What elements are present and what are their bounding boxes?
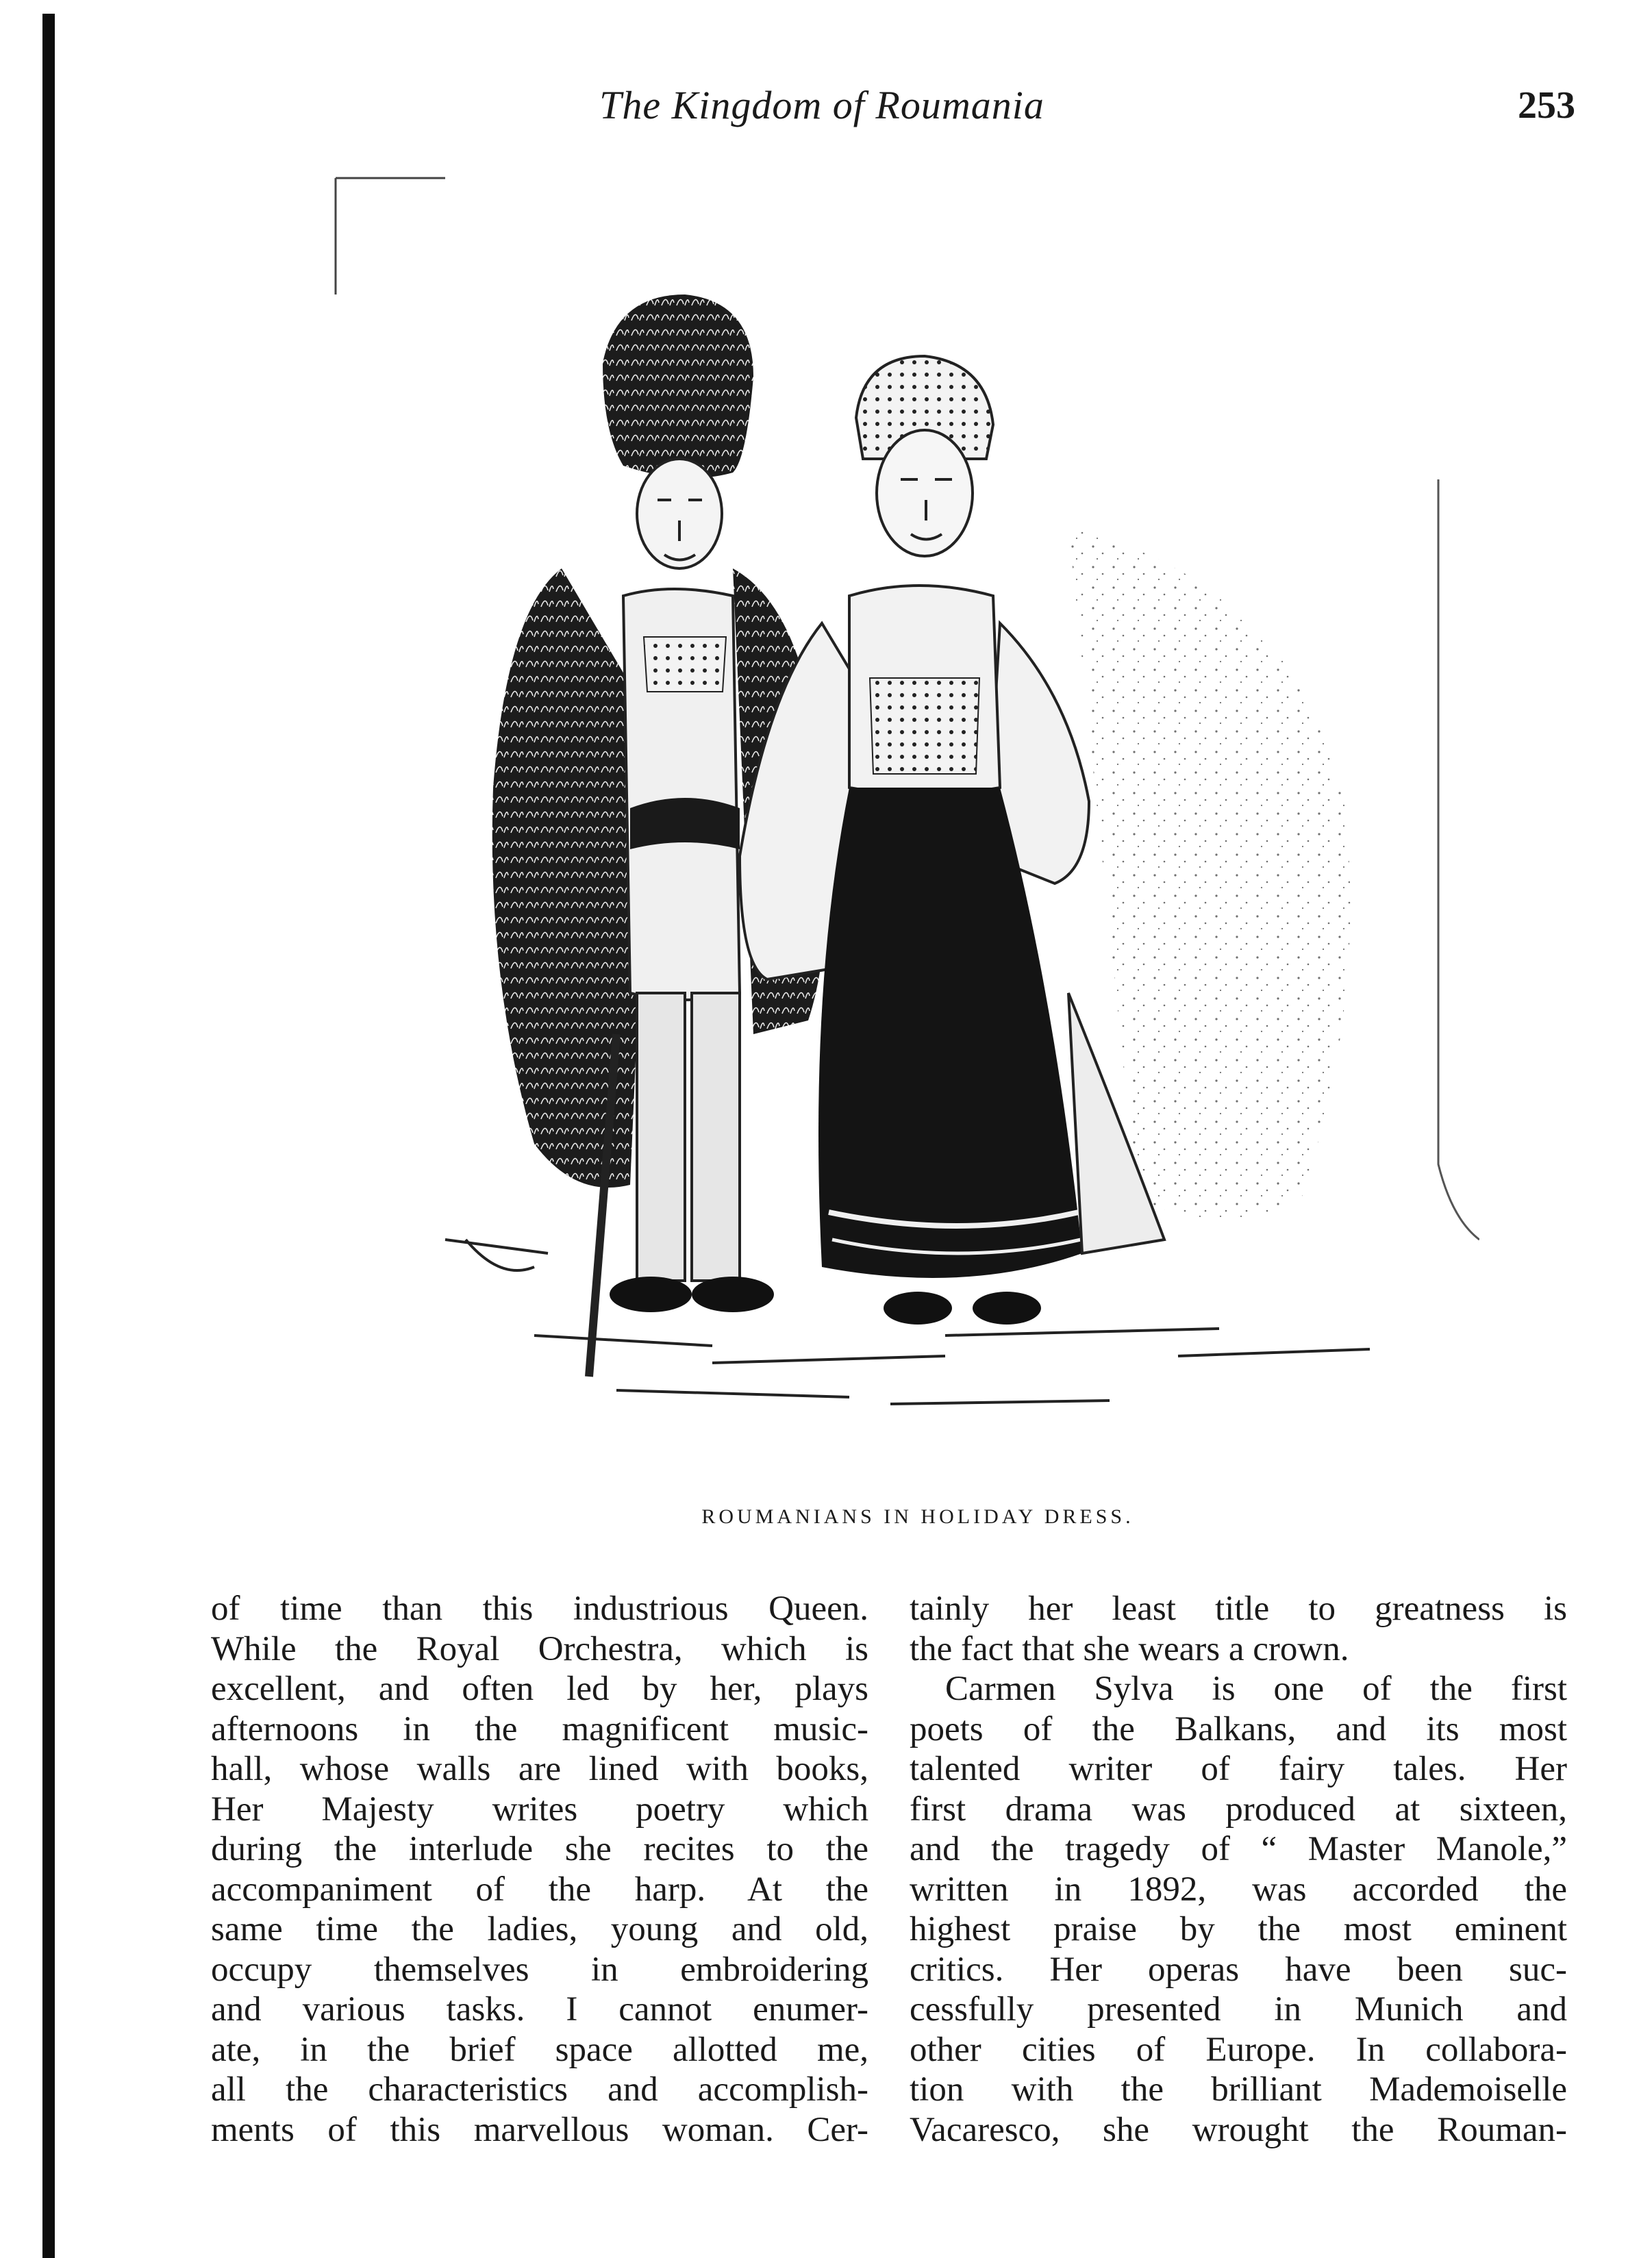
figure-caption: ROUMANIANS IN HOLIDAY DRESS. (701, 1505, 1134, 1528)
text-line: during the interlude she recites to the (211, 1830, 868, 1868)
text-line: ments of this marvellous woman. Cer- (211, 2110, 868, 2149)
text-line: While the Royal Orchestra, which is (211, 1629, 868, 1668)
text-line: highest praise by the most eminent (910, 1910, 1567, 1948)
text-line: same time the ladies, young and old, (211, 1910, 868, 1948)
text-line: excellent, and often led by her, plays (211, 1670, 868, 1708)
text-line: talented writer of fairy tales. Her (910, 1750, 1567, 1788)
text-line: cessfully presented in Munich and (910, 1990, 1567, 2029)
illustration-roumanian-couple (329, 171, 1479, 1514)
text-line: the fact that she wears a crown. (910, 1629, 1349, 1668)
text-line: Vacaresco, she wrought the Rouman- (910, 2110, 1567, 2149)
text-line: hall, whose walls are lined with books, (211, 1750, 868, 1788)
text-line: all the characteristics and accomplish- (211, 2070, 868, 2109)
text-line: of time than this industrious Queen. (211, 1590, 868, 1628)
text-column-left (211, 1589, 868, 2150)
page-binding-edge (42, 14, 55, 2258)
text-line: poets of the Balkans, and its most (910, 1709, 1567, 1748)
text-line: Carmen Sylva is one of the first (945, 1670, 1567, 1708)
text-line: tainly her least title to greatness is (910, 1590, 1567, 1628)
text-line: Her Majesty writes poetry which (211, 1790, 868, 1829)
text-line: critics. Her operas have been suc- (910, 1950, 1567, 1989)
text-line: ate, in the brief space allotted me, (211, 2030, 868, 2069)
running-title: The Kingdom of Roumania (599, 83, 1044, 127)
text-line: first drama was produced at sixteen, (910, 1790, 1567, 1829)
text-line: and the tragedy of “ Master Manole,” (910, 1830, 1567, 1868)
text-line: written in 1892, was accorded the (910, 1870, 1567, 1909)
text-line: and various tasks. I cannot enumer- (211, 1990, 868, 2029)
text-line: afternoons in the magnificent music- (211, 1709, 868, 1748)
text-column-right (910, 1589, 1567, 2150)
page-number: 253 (1518, 84, 1575, 127)
text-line: occupy themselves in embroidering (211, 1950, 868, 1989)
text-line: accompaniment of the harp. At the (211, 1870, 868, 1909)
text-line: tion with the brilliant Mademoiselle (910, 2070, 1567, 2109)
text-line: other cities of Europe. In collabora- (910, 2030, 1567, 2069)
